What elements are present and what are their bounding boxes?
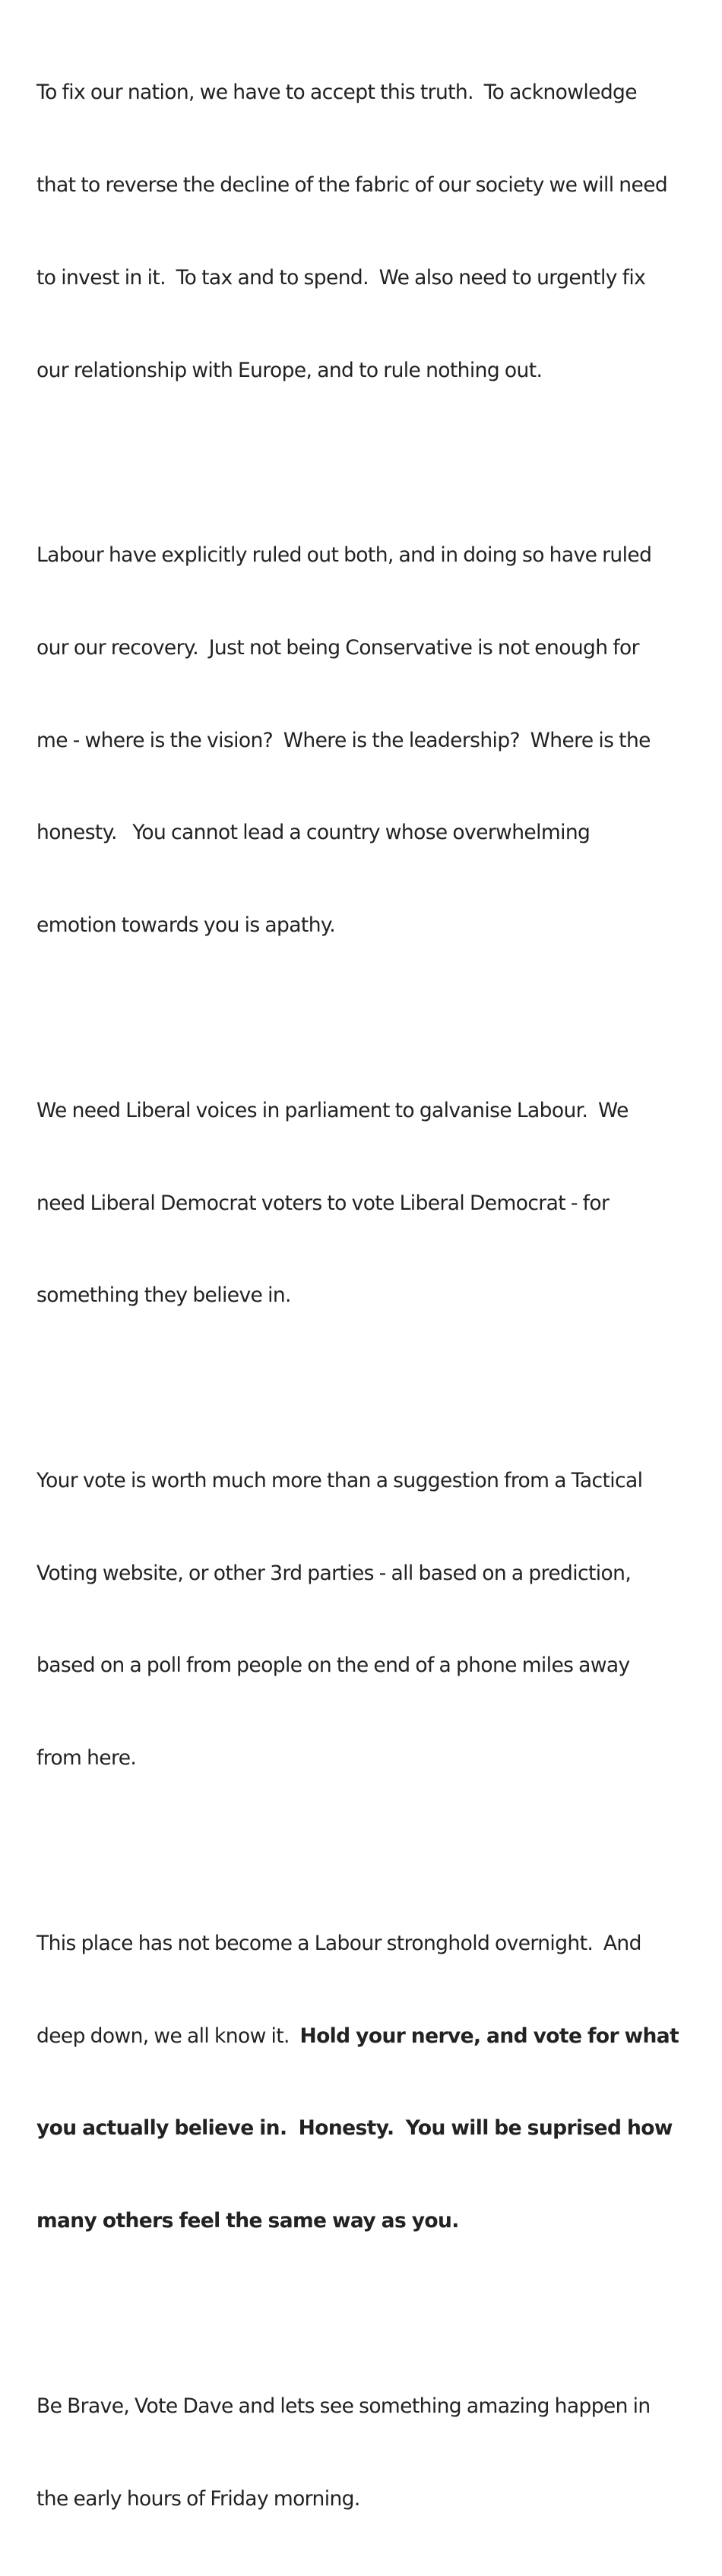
paragraph-labour-ruled-out <box>36 479 713 1003</box>
text-line: Be Brave, Vote Dave and lets see something amazing happen in <box>36 2394 651 2418</box>
text-line: emotion towards you is apathy. <box>36 913 336 938</box>
text-line: Your vote is worth much more than a suggestion from a Tactical <box>36 1468 643 1492</box>
text-line: the early hours of Friday morning. <box>36 2486 360 2511</box>
text-line: We need Liberal voices in parliament to galvanise Labour. We <box>36 1098 629 1122</box>
text-normal: deep down, we all know it. <box>36 2024 300 2048</box>
document-body <box>36 16 713 2576</box>
text-line: honesty. You cannot lead a country whose overwhelming <box>36 821 591 845</box>
text-line: that to reverse the decline of the fabric of our society we will need <box>36 172 668 197</box>
text-line: from here. <box>36 1746 137 1771</box>
text-bold-emphasis: many others feel the same way as you. <box>36 2209 459 2233</box>
text-line: our relationship with Europe, and to rule nothing out. <box>36 358 543 382</box>
text-line: need Liberal Democrat voters to vote Liberal Democrat - for <box>36 1191 610 1215</box>
paragraph-your-vote <box>36 1404 713 1836</box>
text-line: Voting website, or other 3rd parties - all based on a prediction, <box>36 1561 632 1585</box>
paragraph-fix-our-nation <box>36 16 713 448</box>
text-bold-emphasis: you actually believe in. Honesty. You will be suprised how <box>36 2116 673 2141</box>
text-line <box>36 2021 713 2052</box>
text-line: based on a poll from people on the end of a phone miles away <box>36 1654 630 1678</box>
text-line: Labour have explicitly ruled out both, and in doing so have ruled <box>36 543 652 568</box>
text-line: This place has not become a Labour stronghold overnight. And <box>36 1931 641 1955</box>
paragraph-be-brave <box>36 2330 713 2576</box>
paragraph-hold-your-nerve <box>36 1867 713 2299</box>
text-line: our our recovery. Just not being Conservative is not enough for <box>36 635 639 660</box>
text-line: To fix our nation, we have to accept this truth. To acknowledge <box>36 81 637 105</box>
text-line: something they believe in. <box>36 1283 291 1308</box>
text-bold-emphasis: Hold your nerve, and vote for what <box>299 2024 679 2048</box>
text-line: me - where is the vision? Where is the leadership? Where is the <box>36 728 651 752</box>
text-line: to invest in it. To tax and to spend. We also need to urgently fix <box>36 265 646 290</box>
paragraph-liberal-voices <box>36 1034 713 1374</box>
